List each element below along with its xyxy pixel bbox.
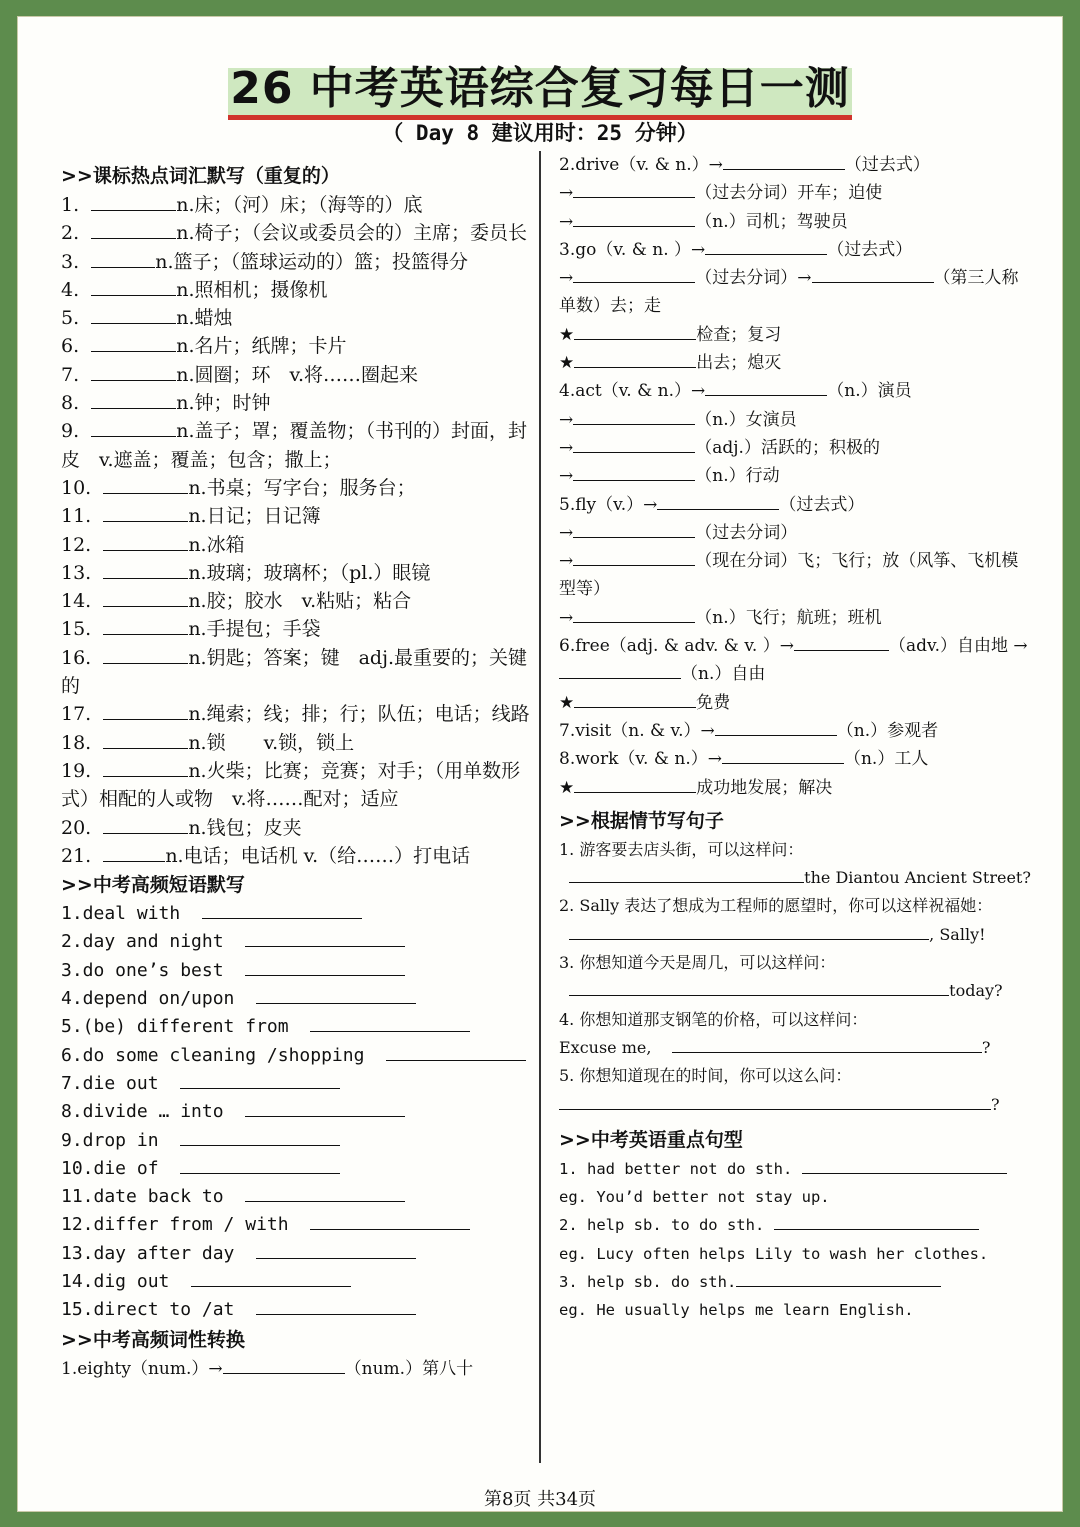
answer-blank[interactable] — [91, 192, 176, 211]
item-number: 3. — [61, 250, 80, 273]
conversion-item — [559, 604, 1029, 632]
phrase-item — [61, 1268, 531, 1296]
conversion-prefix: → — [559, 466, 574, 487]
phrase-item — [61, 1183, 531, 1211]
answer-blank[interactable] — [103, 815, 188, 834]
phrase-text: 11.date back to — [61, 1186, 224, 1208]
answer-blank[interactable] — [573, 604, 695, 623]
conversion-item — [559, 632, 1029, 689]
conversion-suffix: （n.）工人 — [843, 749, 929, 770]
conversion-suffix: （adv.）自由地 → — [888, 636, 1028, 657]
answer-blank[interactable] — [91, 277, 176, 296]
answer-blank[interactable] — [310, 1013, 470, 1032]
item-number: 17. — [61, 703, 92, 726]
phrase-text: 12.differ from / with — [61, 1214, 289, 1236]
answer-ending: today? — [949, 981, 1003, 1001]
item-number: 7. — [61, 363, 80, 386]
worksheet-page — [17, 16, 1063, 1512]
conversion-item — [559, 717, 1029, 745]
answer-blank[interactable] — [736, 1268, 941, 1287]
answer-blank[interactable] — [103, 588, 188, 607]
situation-answer — [559, 1091, 1029, 1119]
answer-blank[interactable] — [91, 390, 176, 409]
conversion-suffix: （n.）飞行；航班；班机 — [695, 607, 882, 628]
conversion-suffix: 成功地发展；解决 — [696, 777, 833, 798]
item-definition: n.名片；纸牌；卡片 — [176, 335, 347, 358]
answer-blank[interactable] — [103, 532, 188, 551]
item-number: 6. — [61, 335, 80, 358]
vocab-item — [61, 191, 531, 219]
phrase-text: 5.(be) different from — [61, 1016, 289, 1038]
answer-blank[interactable] — [573, 519, 695, 538]
pattern-text: 3. help sb. do sth. — [559, 1272, 737, 1291]
star-marker: ★ — [559, 692, 575, 713]
item-number: 12. — [61, 533, 92, 556]
vocab-item — [61, 502, 531, 530]
conversion-item — [559, 321, 1029, 349]
answer-blank[interactable] — [802, 1155, 1007, 1174]
item-number: 9. — [61, 420, 80, 443]
answer-blank[interactable] — [191, 1268, 351, 1287]
pattern-item — [559, 1211, 1029, 1239]
vocab-item — [61, 219, 531, 247]
answer-blank[interactable] — [180, 1070, 340, 1089]
conversion-suffix: （n.）自由 — [681, 664, 766, 685]
item-definition: n.蜡烛 — [176, 307, 233, 330]
conversion-suffix: （num.）第八十 — [344, 1358, 474, 1379]
situation-answer — [559, 921, 1029, 949]
answer-blank[interactable] — [91, 249, 155, 268]
answer-blank[interactable] — [715, 717, 837, 736]
star-marker: ★ — [559, 324, 575, 345]
situation-question: 1. 游客要去店头街，可以这样问： — [559, 839, 804, 859]
phrase-text: 10.die of — [61, 1157, 159, 1179]
answer-blank[interactable] — [573, 179, 695, 198]
item-definition: n.床；（河）床；（海等的）底 — [176, 194, 423, 216]
answer-blank[interactable] — [573, 434, 695, 453]
phrase-text: 13.day after day — [61, 1242, 235, 1264]
answer-blank[interactable] — [559, 660, 681, 679]
conversion-prefix: → — [559, 437, 574, 458]
item-number: 20. — [61, 816, 92, 839]
phrase-item — [61, 1155, 531, 1183]
answer-blank[interactable] — [103, 475, 188, 494]
answer-blank[interactable] — [103, 758, 188, 777]
vocab-item — [61, 757, 531, 814]
vocab-item — [61, 474, 531, 502]
conversion-item — [559, 462, 1029, 490]
phrase-text: 9.drop in — [61, 1129, 159, 1151]
conversion-suffix: （过去式） — [827, 239, 913, 260]
pattern-text: 2. help sb. to do sth. — [559, 1216, 765, 1235]
item-definition: n.钥匙；答案；键 adj.最重要的；关键的 — [61, 646, 528, 698]
conversion-suffix: （第三人称单数）去；走 — [559, 268, 1019, 317]
conversion-suffix: （过去分词）→ — [695, 268, 812, 289]
vocab-item — [61, 700, 531, 728]
conversion-prefix: → — [559, 522, 574, 543]
answer-blank[interactable] — [573, 547, 695, 566]
answer-blank[interactable] — [103, 616, 188, 635]
answer-blank[interactable] — [574, 349, 696, 368]
page-footer: 第8页 共34页 — [483, 1489, 597, 1510]
answer-blank[interactable] — [245, 928, 405, 947]
item-definition: n.椅子；（会议或委员会的）主席；委员长 — [176, 222, 528, 245]
situation-answer — [559, 977, 1029, 1005]
answer-blank[interactable] — [569, 921, 929, 940]
vocab-heading: >>课标热点词汇默写（重复的） — [61, 165, 340, 187]
answer-blank[interactable] — [103, 843, 165, 862]
item-definition: n.日记；日记簿 — [188, 505, 321, 528]
phrase-item — [61, 1127, 531, 1155]
conversion-item — [559, 434, 1029, 462]
item-number: 5. — [61, 307, 80, 330]
answer-blank[interactable] — [559, 1091, 991, 1110]
phrase-item — [61, 1042, 531, 1070]
conversion-item — [559, 774, 1029, 802]
situation-question: 3. 你想知道今天是周几，可以这样问： — [559, 953, 836, 973]
phrase-text: 1.deal with — [61, 903, 181, 925]
conversion-item — [559, 406, 1029, 434]
answer-blank[interactable] — [573, 208, 695, 227]
answer-blank[interactable] — [180, 1155, 340, 1174]
conversion-suffix: 出去；熄灭 — [696, 353, 782, 374]
conversion-item — [559, 377, 1029, 405]
item-number: 16. — [61, 646, 92, 669]
situation-question: 2. Sally 表达了想成为工程师的愿望时，你可以这样祝福她： — [559, 896, 993, 916]
conversion-suffix: （n.）女演员 — [695, 409, 797, 430]
answer-blank[interactable] — [91, 220, 176, 239]
item-definition: n.火柴；比赛；竞赛；对手；（用单数形式）相配的人或物 v.将……配对；适应 — [61, 759, 521, 811]
answer-blank[interactable] — [569, 977, 949, 996]
patterns-heading: >>中考英语重点句型 — [559, 1128, 743, 1151]
pattern-item — [559, 1268, 1029, 1296]
phrase-item — [61, 1296, 531, 1324]
phrase-item — [61, 957, 531, 985]
answer-blank[interactable] — [91, 333, 176, 352]
vocab-item — [61, 842, 531, 870]
item-definition: n.冰箱 — [188, 533, 245, 556]
answer-blank[interactable] — [774, 1211, 979, 1230]
phrase-item — [61, 1240, 531, 1268]
phrase-text: 7.die out — [61, 1072, 159, 1094]
conversion-prefix: → — [559, 268, 574, 289]
item-definition: n.钟；时钟 — [176, 392, 271, 415]
conversion-prefix: → — [559, 409, 574, 430]
conversion-suffix: （过去分词）开车；迫使 — [695, 183, 883, 204]
conversion-prefix: 8.work（v. & n.）→ — [559, 749, 722, 770]
item-definition: n.盖子；罩；覆盖物；（书刊的）封面，封皮 v.遮盖；覆盖；包含；撒上； — [61, 420, 528, 471]
item-number: 4. — [61, 278, 80, 301]
pattern-item — [559, 1155, 1029, 1183]
conversion-suffix: （n.）司机；驾驶员 — [695, 211, 848, 232]
answer-blank[interactable] — [91, 362, 176, 381]
answer-blank[interactable] — [574, 321, 696, 340]
answer-ending: ? — [991, 1094, 1000, 1114]
item-definition: n.锁 v.锁，锁上 — [188, 731, 355, 754]
phrase-item — [61, 928, 531, 956]
item-definition: n.书桌；写字台；服务台； — [188, 476, 416, 499]
answer-blank[interactable] — [91, 305, 176, 324]
phrase-item — [61, 985, 531, 1013]
answer-blank[interactable] — [573, 264, 695, 283]
conversion-prefix: → — [559, 551, 574, 572]
answer-blank[interactable] — [723, 151, 845, 170]
item-definition: n.圆圈；环 v.将……圈起来 — [176, 363, 419, 386]
item-number: 8. — [61, 392, 80, 415]
vocab-item — [61, 417, 531, 474]
item-number: 21. — [61, 844, 92, 867]
answer-blank[interactable] — [245, 1098, 405, 1117]
phrase-text: 6.do some cleaning /shopping — [61, 1044, 365, 1066]
answer-blank[interactable] — [722, 745, 844, 764]
pattern-example: eg. You’d better not stay up. — [559, 1188, 830, 1207]
conversion-suffix: （n.）参观者 — [836, 720, 939, 741]
phrase-item — [61, 1013, 531, 1041]
answer-blank[interactable] — [103, 503, 188, 522]
conversion-suffix: （adj.）活跃的；积极的 — [695, 437, 880, 458]
conversion-item — [559, 491, 1029, 519]
vocab-item — [61, 531, 531, 559]
phrase-item — [61, 1098, 531, 1126]
answer-blank[interactable] — [794, 632, 889, 651]
answer-blank[interactable] — [103, 701, 188, 720]
vocab-item — [61, 304, 531, 332]
vocab-item — [61, 389, 531, 417]
conversion-item — [61, 1355, 531, 1383]
phrase-text: 15.direct to /at — [61, 1299, 235, 1321]
pattern-text: 1. had better not do sth. — [559, 1159, 793, 1178]
page-title: 26 中考英语综合复习每日一测 — [228, 63, 852, 120]
answer-blank[interactable] — [672, 1034, 982, 1053]
answer-blank[interactable] — [245, 1183, 405, 1202]
item-number: 18. — [61, 731, 92, 754]
phrase-text: 8.divide … into — [61, 1101, 224, 1123]
answer-blank[interactable] — [386, 1042, 526, 1061]
vocab-item — [61, 248, 531, 276]
item-number: 10. — [61, 476, 92, 499]
situation-answer — [559, 1034, 1029, 1062]
item-definition: n.胶；胶水 v.粘贴；粘合 — [188, 590, 412, 613]
conversion-prefix: 5.fly（v.）→ — [559, 494, 658, 515]
answer-blank[interactable] — [569, 864, 804, 883]
vocab-item — [61, 814, 531, 842]
conversion-item — [559, 264, 1029, 321]
page-subtitle: （ Day 8 建议用时：25 分钟） — [382, 121, 698, 145]
phrase-item — [61, 900, 531, 928]
phrase-text: 14.dig out — [61, 1270, 170, 1292]
conversion-suffix: （过去分词） — [695, 522, 798, 543]
item-definition: n.玻璃；玻璃杯；（pl.）眼镜 — [188, 561, 431, 584]
answer-blank[interactable] — [573, 462, 695, 481]
answer-blank[interactable] — [657, 491, 779, 510]
vocab-item — [61, 644, 531, 701]
conversion-suffix: （n.）行动 — [695, 466, 780, 487]
phrase-text: 4.depend on/upon — [61, 988, 235, 1010]
conversion-suffix: 检查；复习 — [696, 324, 782, 345]
answer-blank[interactable] — [573, 406, 695, 425]
answer-blank[interactable] — [202, 900, 362, 919]
answer-blank[interactable] — [574, 689, 696, 708]
conversion-item — [559, 519, 1029, 547]
conversion-prefix: 4.act（v. & n.）→ — [559, 381, 706, 402]
pattern-example: eg. Lucy often helps Lily to wash her clothes. — [559, 1244, 989, 1263]
conversion-item — [559, 151, 1029, 179]
conversion-prefix: 6.free（adj. & adv. & v. ）→ — [559, 636, 794, 657]
left-column — [61, 161, 531, 1383]
item-number: 13. — [61, 561, 92, 584]
answer-blank[interactable] — [310, 1211, 470, 1230]
conversion-prefix: 3.go（v. & n. ）→ — [559, 239, 706, 260]
column-divider — [539, 151, 541, 1463]
answer-ending: the Diantou Ancient Street? — [804, 868, 1031, 888]
vocab-item — [61, 361, 531, 389]
item-definition: n.照相机；摄像机 — [176, 278, 328, 301]
answer-start: Excuse me, — [559, 1037, 652, 1057]
right-column — [559, 151, 1029, 1325]
title-wrap — [18, 63, 1062, 120]
phrase-text: 2.day and night — [61, 931, 224, 953]
conversion-item — [559, 689, 1029, 717]
situation-question: 5. 你想知道现在的时间，你可以这么问： — [559, 1066, 852, 1086]
conversion-item — [559, 745, 1029, 773]
answer-blank[interactable] — [91, 418, 176, 437]
vocab-item — [61, 276, 531, 304]
conversion-prefix: → — [559, 211, 574, 232]
item-number: 19. — [61, 759, 92, 782]
conversion-item — [559, 179, 1029, 207]
phrase-item — [61, 1211, 531, 1239]
conversion-item — [559, 236, 1029, 264]
answer-blank[interactable] — [705, 236, 827, 255]
conversion-prefix: → — [559, 607, 574, 628]
item-number: 14. — [61, 590, 92, 613]
item-definition: n.电话；电话机 v.（给……）打电话 — [165, 844, 471, 867]
conversion-suffix: （过去式） — [779, 494, 865, 515]
item-definition: n.篮子；（篮球运动的）篮；投篮得分 — [155, 250, 469, 273]
answer-blank[interactable] — [705, 377, 827, 396]
star-marker: ★ — [559, 353, 575, 374]
item-definition: n.钱包；皮夹 — [188, 816, 302, 839]
situations-heading: >>根据情节写句子 — [559, 809, 724, 832]
answer-blank[interactable] — [103, 645, 188, 664]
vocab-item — [61, 615, 531, 643]
answer-blank[interactable] — [812, 264, 934, 283]
item-definition: n.绳索；线；排；行；队伍；电话；线路 — [188, 703, 530, 726]
situation-question: 4. 你想知道那支钢笔的价格，可以这样问： — [559, 1009, 868, 1029]
answer-blank[interactable] — [574, 774, 696, 793]
conversion-suffix: （现在分词）飞；飞行；放（风筝、飞机模型等） — [559, 551, 1019, 600]
conversion-prefix: → — [559, 183, 574, 204]
answer-ending: ? — [981, 1037, 991, 1057]
answer-blank[interactable] — [256, 1296, 416, 1315]
pattern-example: eg. He usually helps me learn English. — [559, 1301, 914, 1320]
vocab-item — [61, 729, 531, 757]
answer-blank[interactable] — [180, 1127, 340, 1146]
vocab-item — [61, 559, 531, 587]
vocab-item — [61, 587, 531, 615]
conversion-item — [559, 547, 1029, 604]
phrase-item — [61, 1070, 531, 1098]
conversion-suffix: （过去式） — [844, 155, 930, 175]
conversion-suffix: 免费 — [696, 692, 731, 713]
item-definition: n.手提包；手袋 — [188, 618, 321, 641]
conversion-heading: >>中考高频词性转换 — [61, 1328, 245, 1351]
item-number: 15. — [61, 618, 92, 641]
item-number: 2. — [61, 222, 80, 245]
conversion-suffix: （n.）演员 — [827, 381, 912, 402]
situation-answer — [559, 864, 1029, 892]
answer-blank[interactable] — [256, 985, 416, 1004]
conversion-prefix: 2.drive（v. & n.）→ — [559, 155, 723, 175]
conversion-item — [559, 349, 1029, 377]
answer-blank[interactable] — [245, 957, 405, 976]
conversion-prefix: 1.eighty（num.）→ — [61, 1358, 223, 1379]
answer-blank[interactable] — [103, 560, 188, 579]
item-number: 11. — [61, 505, 92, 528]
vocab-item — [61, 332, 531, 360]
answer-blank[interactable] — [223, 1355, 345, 1374]
answer-blank[interactable] — [256, 1240, 416, 1259]
star-marker: ★ — [559, 777, 575, 798]
answer-ending: , Sally! — [929, 924, 986, 944]
conversion-item — [559, 208, 1029, 236]
conversion-prefix: 7.visit（n. & v.）→ — [559, 720, 715, 741]
phrase-text: 3.do one’s best — [61, 959, 224, 981]
item-number: 1. — [61, 194, 80, 216]
answer-blank[interactable] — [103, 730, 188, 749]
phrases-heading: >>中考高频短语默写 — [61, 874, 245, 897]
